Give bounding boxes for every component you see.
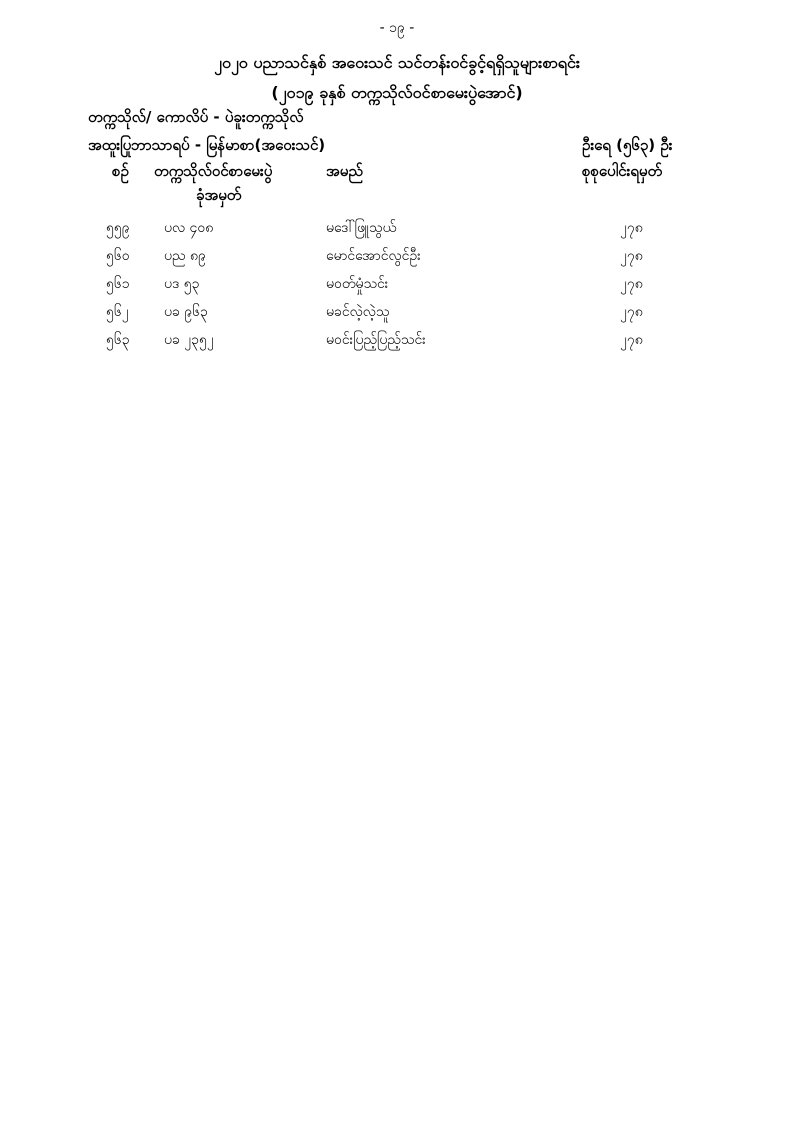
student-name: မဒေါ်ဖြူသွယ် [326, 220, 397, 236]
row-number: ၅၆၁ [106, 276, 130, 292]
column-header-roll-line2: ခုံအမှတ် [196, 186, 242, 204]
page-number: - ၁၉ - [379, 20, 415, 36]
student-name: မခင်လဲ့လဲ့သူ [326, 304, 390, 320]
table-row [0, 274, 794, 302]
column-header-roll: တက္ကသိုလ်ဝင်စာမေးပွဲ [154, 162, 273, 180]
student-name: မဝတ်မှုံသင်း [326, 276, 389, 292]
document-title: ၂၀၂၀ ပညာသင်နှစ် အဝေးသင် သင်တန်းဝင်ခွင့်ရရှိသူများစာရင်း [214, 53, 580, 72]
column-header-name: အမည် [326, 162, 363, 180]
roll-number: ပလ ၄၀၈ [164, 220, 214, 236]
student-name: မဝင်းပြည့်ပြည့်သင်း [326, 332, 426, 348]
roll-number: ပခ ၂၃၅၂ [164, 332, 214, 348]
major-label: အထူးပြုဘာသာရပ် - မြန်မာစာ(အဝေးသင်) [88, 136, 326, 154]
student-table [0, 218, 794, 358]
student-count: ဦးရေ (၅၆၃) ဦး [582, 136, 673, 154]
university-label: တက္ကသိုလ်/ ကောလိပ် - ပဲခူးတက္ကသိုလ် [88, 108, 304, 126]
roll-number: ပဒ ၅၃ [164, 276, 200, 292]
roll-number: ပခ ၉၆၃ [164, 304, 208, 320]
total-score: ၂၇၈ [620, 248, 643, 264]
row-number: ၅၅၉ [106, 220, 130, 236]
row-number: ၅၆၀ [106, 248, 130, 264]
table-row [0, 302, 794, 330]
document-subtitle: (၂၀၁၉ ခုနှစ် တက္ကသိုလ်ဝင်စာမေးပွဲအောင်) [271, 83, 523, 102]
table-row [0, 330, 794, 358]
table-row [0, 218, 794, 246]
total-score: ၂၇၈ [620, 220, 643, 236]
roll-number: ပည ၈၉ [164, 248, 206, 264]
total-score: ၂၇၈ [620, 276, 643, 292]
column-header-score: စုစုပေါင်းရမှတ် [582, 162, 663, 180]
column-header-no: စဉ် [112, 162, 129, 180]
table-row [0, 246, 794, 274]
row-number: ၅၆၂ [106, 304, 129, 320]
row-number: ၅၆၃ [106, 332, 130, 348]
total-score: ၂၇၈ [620, 332, 643, 348]
student-name: မောင်အောင်လွင်ဦး [326, 248, 421, 264]
total-score: ၂၇၈ [620, 304, 643, 320]
